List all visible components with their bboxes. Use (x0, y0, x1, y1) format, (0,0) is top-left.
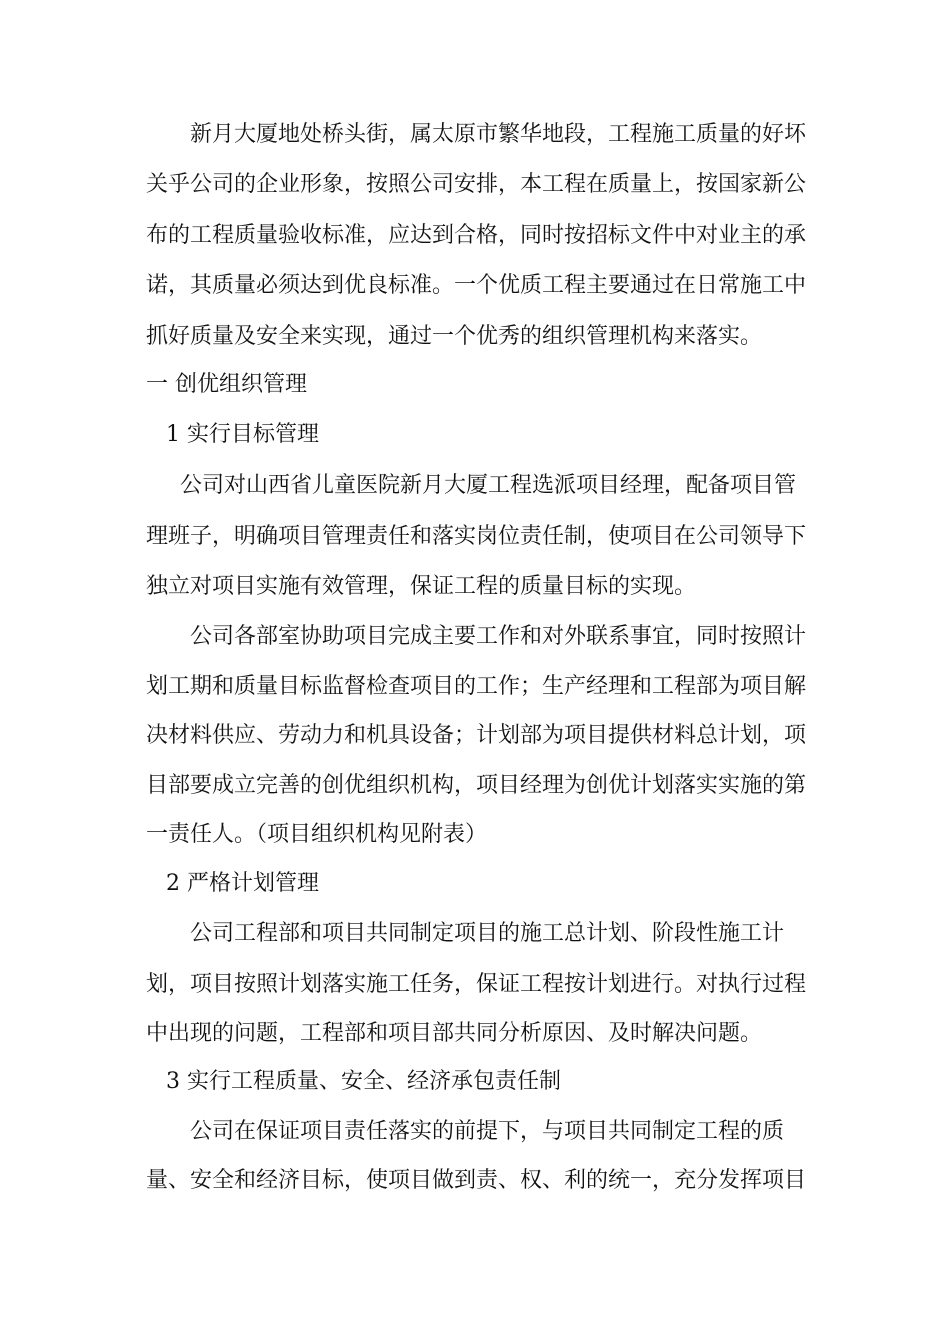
paragraph-2-line-2: 理班子，明确项目管理责任和落实岗位责任制，使项目在公司领导下 (146, 524, 807, 549)
paragraph-1-line-3: 布的工程质量验收标准，应达到合格，同时按招标文件中对业主的承 (146, 223, 807, 248)
paragraph-1-line-2: 关乎公司的企业形象，按照公司安排，本工程在质量上，按国家新公 (146, 172, 807, 197)
paragraph-2-line-1: 公司对山西省儿童医院新月大厦工程选派项目经理，配备项目管 (180, 473, 797, 498)
paragraph-3-line-5: 一责任人。（项目组织机构见附表） (146, 822, 488, 847)
paragraph-3-line-2: 划工期和质量目标监督检查项目的工作；生产经理和工程部为项目解 (146, 674, 807, 699)
paragraph-3-line-4: 目部要成立完善的创优组织机构，项目经理为创优计划落实实施的第 (146, 773, 807, 798)
paragraph-5-line-1: 公司在保证项目责任落实的前提下，与项目共同制定工程的质 (190, 1119, 785, 1144)
subsection-heading-1: 1 实行目标管理 (166, 422, 319, 447)
paragraph-5-line-2: 量、安全和经济目标，使项目做到责、权、利的统一，充分发挥项目 (146, 1168, 807, 1193)
paragraph-4-line-1: 公司工程部和项目共同制定项目的施工总计划、阶段性施工计 (190, 921, 785, 946)
subsection-heading-2: 2 严格计划管理 (166, 871, 319, 896)
paragraph-1-line-4: 诺，其质量必须达到优良标准。一个优质工程主要通过在日常施工中 (146, 273, 807, 298)
paragraph-3-line-3: 决材料供应、劳动力和机具设备；计划部为项目提供材料总计划，项 (146, 723, 807, 748)
paragraph-4-line-3: 中出现的问题，工程部和项目部共同分析原因、及时解决问题。 (146, 1021, 763, 1046)
paragraph-2-line-3: 独立对项目实施有效管理，保证工程的质量目标的实现。 (146, 574, 697, 599)
paragraph-1-line-5: 抓好质量及安全来实现，通过一个优秀的组织管理机构来落实。 (146, 324, 763, 349)
subsection-heading-3: 3 实行工程质量、安全、经济承包责任制 (166, 1069, 561, 1094)
paragraph-4-line-2: 划，项目按照计划落实施工任务，保证工程按计划进行。对执行过程 (146, 972, 807, 997)
paragraph-3-line-1: 公司各部室协助项目完成主要工作和对外联系事宜，同时按照计 (190, 624, 807, 649)
paragraph-1-line-1: 新月大厦地处桥头街，属太原市繁华地段，工程施工质量的好坏 (190, 122, 807, 147)
section-heading: 一 创优组织管理 (146, 372, 307, 397)
